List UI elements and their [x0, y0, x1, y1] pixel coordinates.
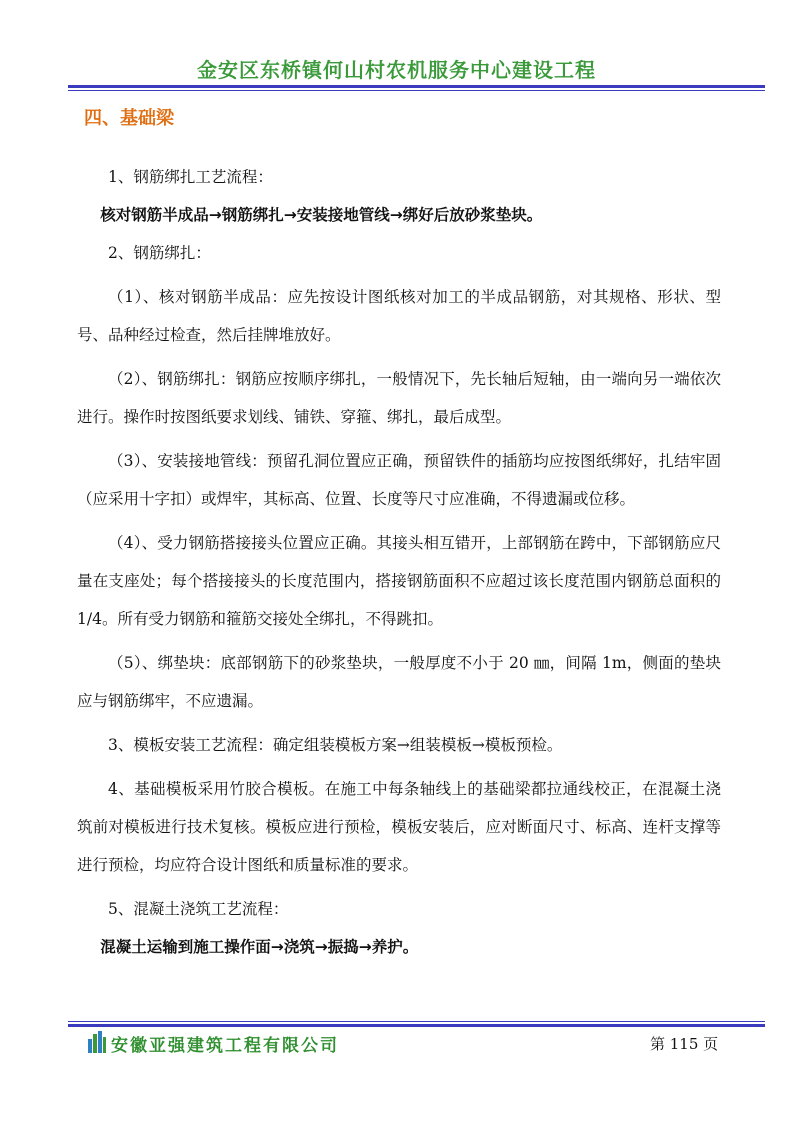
paragraph: （4）、受力钢筋搭接接头位置应正确。其接头相互错开，上部钢筋在跨中，下部钢筋应尺量在支座处；每个搭接接头的长度范围内，搭接钢筋面积不应超过该长度范围内钢筋总面积的 1/4。所有受力钢筋和箍筋交接处全绑扎，不得跳扣。	[77, 534, 721, 628]
paragraph: 4、基础模板采用竹胶合模板。在施工中每条轴线上的基础梁都拉通线校正，在混凝土浇筑前对模板进行技术复核。模板应进行预检，模板安装后，应对断面尺寸、标高、连杆支撑等进行预检，均应符合设计图纸和质量标准的要求。	[77, 780, 721, 874]
paragraph: （1）、核对钢筋半成品：应先按设计图纸核对加工的半成品钢筋，对其规格、形状、型号、品种经过检查，然后挂牌堆放好。	[77, 288, 721, 344]
paragraph: （3）、安装接地管线：预留孔洞位置应正确，预留铁件的插筋均应按图纸绑好，扎结牢固（应采用十字扣）或焊牢，其标高、位置、长度等尺寸应准确，不得遗漏或位移。	[77, 452, 721, 508]
header-rule-thick	[68, 85, 765, 88]
paragraph: （5）、绑垫块：底部钢筋下的砂浆垫块，一般厚度不小于 20 ㎜，间隔 1m，侧面的垫块应与钢筋绑牢，不应遗漏。	[77, 654, 721, 710]
section-heading: 四、基础梁	[84, 108, 174, 129]
footer-company-name: 安徽亚强建筑工程有限公司	[111, 1036, 339, 1056]
document-header-title: 金安区东桥镇何山村农机服务中心建设工程	[197, 58, 596, 82]
paragraph: 5、混凝土浇筑工艺流程：	[108, 900, 289, 918]
paragraph: 1、钢筋绑扎工艺流程：	[108, 168, 273, 186]
body-content	[77, 158, 721, 966]
footer-rule-thick	[68, 1024, 765, 1027]
footer-rule-thin	[68, 1021, 765, 1022]
paragraph: （2）、钢筋绑扎：钢筋应按顺序绑扎，一般情况下，先长轴后短轴，由一端向另一端依次进行。操作时按图纸要求划线、铺铁、穿箍、绑扎，最后成型。	[77, 370, 721, 426]
process-flow-concrete: 混凝土运输到施工操作面→浇筑→振捣→养护。	[100, 938, 419, 956]
building-logo-icon	[87, 1031, 107, 1053]
process-flow-rebar: 核对钢筋半成品→钢筋绑扎→安装接地管线→绑好后放砂浆垫块。	[100, 206, 543, 224]
footer-page-number: 第 115 页	[650, 1035, 719, 1053]
paragraph: 2、钢筋绑扎：	[108, 244, 211, 262]
header-rule-thin	[68, 90, 765, 91]
paragraph: 3、模板安装工艺流程：确定组装模板方案→组装模板→模板预检。	[108, 736, 563, 754]
